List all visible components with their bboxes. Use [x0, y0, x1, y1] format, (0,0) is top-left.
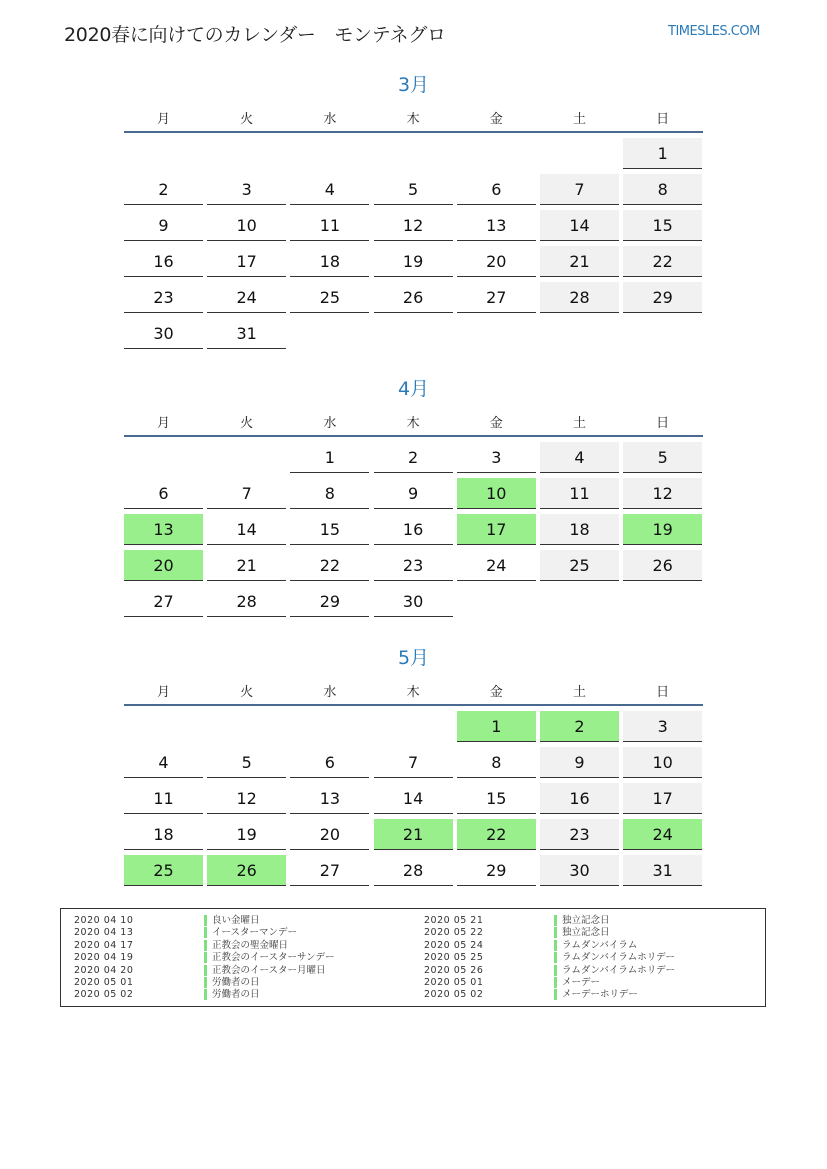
holiday-date: 2020 04 10	[74, 915, 134, 926]
weekday-label: 土	[572, 416, 586, 431]
day-cell: 4	[124, 747, 203, 778]
day-cell: 21	[540, 246, 619, 277]
day-cell: 24	[457, 550, 536, 581]
day-cell: 13	[457, 210, 536, 241]
day-cell: 21	[207, 550, 286, 581]
weekday-label: 日	[656, 685, 670, 700]
weekday-label: 金	[489, 112, 503, 127]
weekday-header	[124, 412, 703, 431]
weekday-label: 水	[323, 112, 337, 127]
day-cell: 3	[207, 174, 286, 205]
weekday-label: 月	[156, 112, 170, 127]
day-cell: 5	[207, 747, 286, 778]
header-divider	[124, 435, 703, 437]
day-cell: 26	[623, 550, 702, 581]
weekday-label: 火	[240, 685, 254, 700]
day-cell: 8	[457, 747, 536, 778]
holiday-date: 2020 05 02	[424, 989, 484, 1001]
page-title: 2020春に向けてのカレンダー モンテネグロ	[64, 24, 446, 46]
day-cell: 29	[623, 282, 702, 313]
day-cell: 12	[623, 478, 702, 509]
holiday-date: 2020 04 17	[74, 939, 134, 951]
month-title: 3月	[397, 74, 430, 96]
holiday-name: ラムダンバイラムホリデー	[554, 952, 675, 963]
day-cell: 22	[290, 550, 369, 581]
holiday-date: 2020 05 26	[424, 964, 484, 976]
holiday-cell: 24	[623, 819, 702, 850]
weekday-label: 金	[489, 416, 503, 431]
weekday-label: 月	[156, 416, 170, 431]
weekday-label: 火	[240, 112, 254, 127]
holiday-cell: 25	[124, 855, 203, 886]
holiday-date: 2020 05 21	[424, 915, 484, 926]
holiday-name: ラムダンバイラムホリデー	[554, 965, 675, 976]
holiday-date: 2020 04 13	[74, 927, 134, 939]
day-cell: 23	[124, 282, 203, 313]
day-cell: 20	[290, 819, 369, 850]
holiday-name: イースターマンデー	[204, 927, 297, 938]
header-divider	[124, 704, 703, 706]
day-cell: 26	[374, 282, 453, 313]
weekday-label: 水	[323, 685, 337, 700]
day-cell: 5	[623, 442, 702, 473]
day-cell: 23	[540, 819, 619, 850]
day-cell: 8	[290, 478, 369, 509]
weekday-label: 月	[156, 685, 170, 700]
day-cell: 16	[374, 514, 453, 545]
day-cell: 7	[207, 478, 286, 509]
day-cell: 10	[207, 210, 286, 241]
holiday-date: 2020 04 19	[74, 952, 134, 964]
weekday-label: 金	[489, 685, 503, 700]
holiday-date: 2020 05 22	[424, 927, 484, 939]
holiday-cell: 26	[207, 855, 286, 886]
month-title: 5月	[397, 647, 430, 669]
day-cell: 15	[457, 783, 536, 814]
day-cell: 11	[124, 783, 203, 814]
day-cell: 18	[124, 819, 203, 850]
holiday-name: 労働者の日	[204, 989, 260, 1000]
day-cell: 16	[124, 246, 203, 277]
day-cell: 23	[374, 550, 453, 581]
day-cell: 11	[540, 478, 619, 509]
day-cell: 12	[374, 210, 453, 241]
weekday-label: 日	[656, 416, 670, 431]
day-cell: 28	[374, 855, 453, 886]
day-cell: 27	[124, 586, 203, 617]
holiday-name: 独立記念日	[554, 915, 610, 926]
weekday-label: 木	[406, 112, 420, 127]
day-cell: 24	[207, 282, 286, 313]
weekday-label: 水	[323, 416, 337, 431]
day-cell: 1	[290, 442, 369, 473]
day-cell: 11	[290, 210, 369, 241]
day-cell: 15	[623, 210, 702, 241]
day-cell: 29	[457, 855, 536, 886]
day-cell: 22	[623, 246, 702, 277]
weekday-label: 日	[656, 112, 670, 127]
day-cell: 31	[207, 318, 286, 349]
day-cell: 30	[124, 318, 203, 349]
holiday-cell: 13	[124, 514, 203, 545]
holiday-name: 正教会の聖金曜日	[204, 940, 288, 951]
weekday-header	[124, 681, 703, 700]
weekday-label: 土	[572, 112, 586, 127]
holiday-name: 正教会のイースターサンデー	[204, 952, 335, 963]
day-cell: 14	[207, 514, 286, 545]
day-cell: 25	[290, 282, 369, 313]
day-cell: 27	[290, 855, 369, 886]
day-cell: 4	[540, 442, 619, 473]
day-cell: 31	[623, 855, 702, 886]
day-cell: 14	[540, 210, 619, 241]
weekday-header	[124, 108, 703, 127]
day-cell: 18	[290, 246, 369, 277]
day-cell: 29	[290, 586, 369, 617]
day-cell: 4	[290, 174, 369, 205]
day-cell: 5	[374, 174, 453, 205]
day-cell: 9	[374, 478, 453, 509]
day-cell: 28	[207, 586, 286, 617]
weekday-label: 火	[240, 416, 254, 431]
day-cell: 1	[623, 138, 702, 169]
day-cell: 17	[207, 246, 286, 277]
holiday-cell: 21	[374, 819, 453, 850]
day-cell: 28	[540, 282, 619, 313]
holiday-name: 労働者の日	[204, 977, 260, 988]
day-cell: 19	[374, 246, 453, 277]
day-cell: 18	[540, 514, 619, 545]
day-cell: 20	[457, 246, 536, 277]
holiday-cell: 2	[540, 711, 619, 742]
holiday-legend	[60, 908, 766, 1007]
day-cell: 9	[124, 210, 203, 241]
day-cell: 30	[374, 586, 453, 617]
holiday-name: 正教会のイースター月曜日	[204, 965, 326, 976]
day-cell: 10	[623, 747, 702, 778]
day-cell: 2	[124, 174, 203, 205]
day-cell: 16	[540, 783, 619, 814]
weekday-label: 木	[406, 685, 420, 700]
day-cell: 12	[207, 783, 286, 814]
holiday-date: 2020 05 01	[74, 977, 134, 988]
holiday-name: ラムダンバイラム	[554, 940, 637, 951]
day-cell: 17	[623, 783, 702, 814]
day-cell: 13	[290, 783, 369, 814]
day-cell: 7	[540, 174, 619, 205]
day-cell: 3	[623, 711, 702, 742]
day-cell: 9	[540, 747, 619, 778]
day-cell: 27	[457, 282, 536, 313]
brand-link[interactable]: TIMESLES.COM	[668, 24, 760, 39]
month-title: 4月	[397, 378, 430, 400]
day-cell: 15	[290, 514, 369, 545]
holiday-date: 2020 05 24	[424, 939, 484, 951]
holiday-name: 独立記念日	[554, 927, 610, 938]
day-cell: 6	[124, 478, 203, 509]
day-cell: 3	[457, 442, 536, 473]
holiday-cell: 20	[124, 550, 203, 581]
weekday-label: 土	[572, 685, 586, 700]
holiday-cell: 1	[457, 711, 536, 742]
day-cell: 19	[207, 819, 286, 850]
holiday-cell: 22	[457, 819, 536, 850]
holiday-name: メーデーホリデー	[554, 989, 638, 1000]
holiday-date: 2020 04 20	[74, 964, 134, 976]
day-cell: 6	[290, 747, 369, 778]
day-cell: 2	[374, 442, 453, 473]
day-cell: 7	[374, 747, 453, 778]
day-cell: 14	[374, 783, 453, 814]
holiday-date: 2020 05 02	[74, 989, 134, 1001]
day-cell: 30	[540, 855, 619, 886]
weekday-label: 木	[406, 416, 420, 431]
holiday-date: 2020 05 01	[424, 977, 484, 988]
holiday-name: 良い金曜日	[204, 915, 260, 926]
holiday-cell: 10	[457, 478, 536, 509]
holiday-date: 2020 05 25	[424, 952, 484, 964]
holiday-name: メーデー	[554, 977, 600, 988]
holiday-cell: 19	[623, 514, 702, 545]
day-cell: 25	[540, 550, 619, 581]
day-cell: 6	[457, 174, 536, 205]
day-cell: 8	[623, 174, 702, 205]
holiday-cell: 17	[457, 514, 536, 545]
header-divider	[124, 131, 703, 133]
